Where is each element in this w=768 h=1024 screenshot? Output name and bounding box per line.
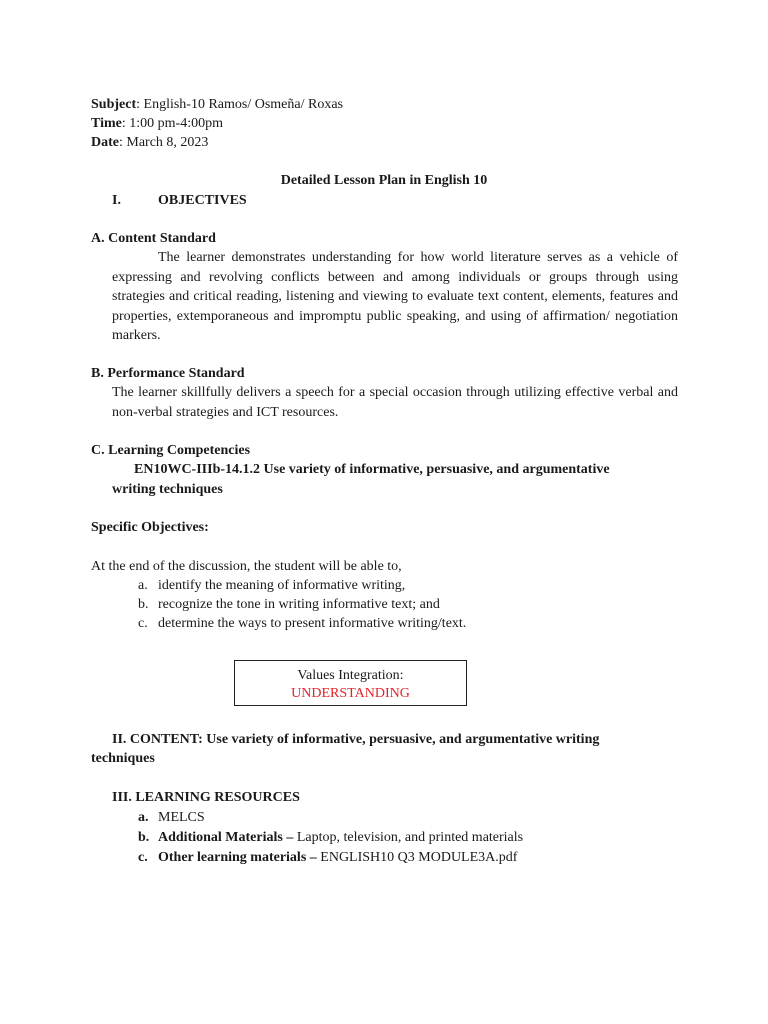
resource-letter: c. [138,850,148,865]
performance-standard-text: The learner skillfully delivers a speech for a special occasion through utilizing effective verbal and non-verbal strategies and ICT resources. [112,385,678,420]
resource-melcs: MELCS [158,810,205,825]
date-line [91,133,208,152]
performance-standard-heading: B. Performance Standard [91,366,245,381]
time-label: Time [91,116,122,131]
section-1-heading: OBJECTIVES [158,193,247,208]
resource-label: Additional Materials – [158,830,294,845]
values-integration-label: Values Integration: [297,668,404,683]
content-standard-heading: A. Content Standard [91,231,216,246]
document-title: Detailed Lesson Plan in English 10 [280,173,488,188]
time-line [91,114,223,133]
resource-value: ENGLISH10 Q3 MODULE3A.pdf [316,850,518,865]
content-standard-text: The learner demonstrates understanding for how world literature serves as a vehicle of expressing and revolving conflicts between and among individuals or groups through using strategies and critical reading, listening and viewing to evaluate text content, elements, features and properties, extemporaneous and impromptu public speaking, and using of affirmation/ negotiation markers. [112,250,678,343]
subject-label: Subject [91,97,137,112]
resource-letter: b. [138,830,150,845]
resource-additional-materials [158,828,523,847]
section-1-numeral: I. [112,193,121,208]
date-value: : March 8, 2023 [119,135,209,150]
section-2-line-1: II. CONTENT: Use variety of informative, persuasive, and argumentative writing [112,732,600,747]
specific-objectives-intro: At the end of the discussion, the student will be able to, [91,559,402,574]
objective-text: recognize the tone in writing informative text; and [158,597,440,612]
objective-text: identify the meaning of informative writing, [158,578,406,593]
subject-line [91,95,343,114]
competency-line-1: EN10WC-IIIb-14.1.2 Use variety of informative, persuasive, and argumentative [134,462,610,477]
specific-objectives-heading: Specific Objectives: [91,520,209,535]
time-value: : 1:00 pm-4:00pm [121,116,223,131]
objective-letter: a. [138,578,148,593]
section-2-line-2: techniques [91,751,155,766]
resource-letter: a. [138,810,149,825]
values-integration-value: UNDERSTANDING [291,686,410,701]
values-integration-box [234,660,467,706]
competency-line-2: writing techniques [112,482,223,497]
resource-value: Laptop, television, and printed materials [293,830,524,845]
section-3-heading: III. LEARNING RESOURCES [112,790,300,805]
objective-letter: c. [138,616,148,631]
date-label: Date [91,135,119,150]
objective-letter: b. [138,597,149,612]
objective-text: determine the ways to present informative writing/text. [158,616,467,631]
learning-competencies-heading: C. Learning Competencies [91,443,251,458]
resource-label: Other learning materials – [158,850,317,865]
resource-other-materials [158,848,517,867]
subject-value: : English-10 Ramos/ Osmeña/ Roxas [136,97,344,112]
